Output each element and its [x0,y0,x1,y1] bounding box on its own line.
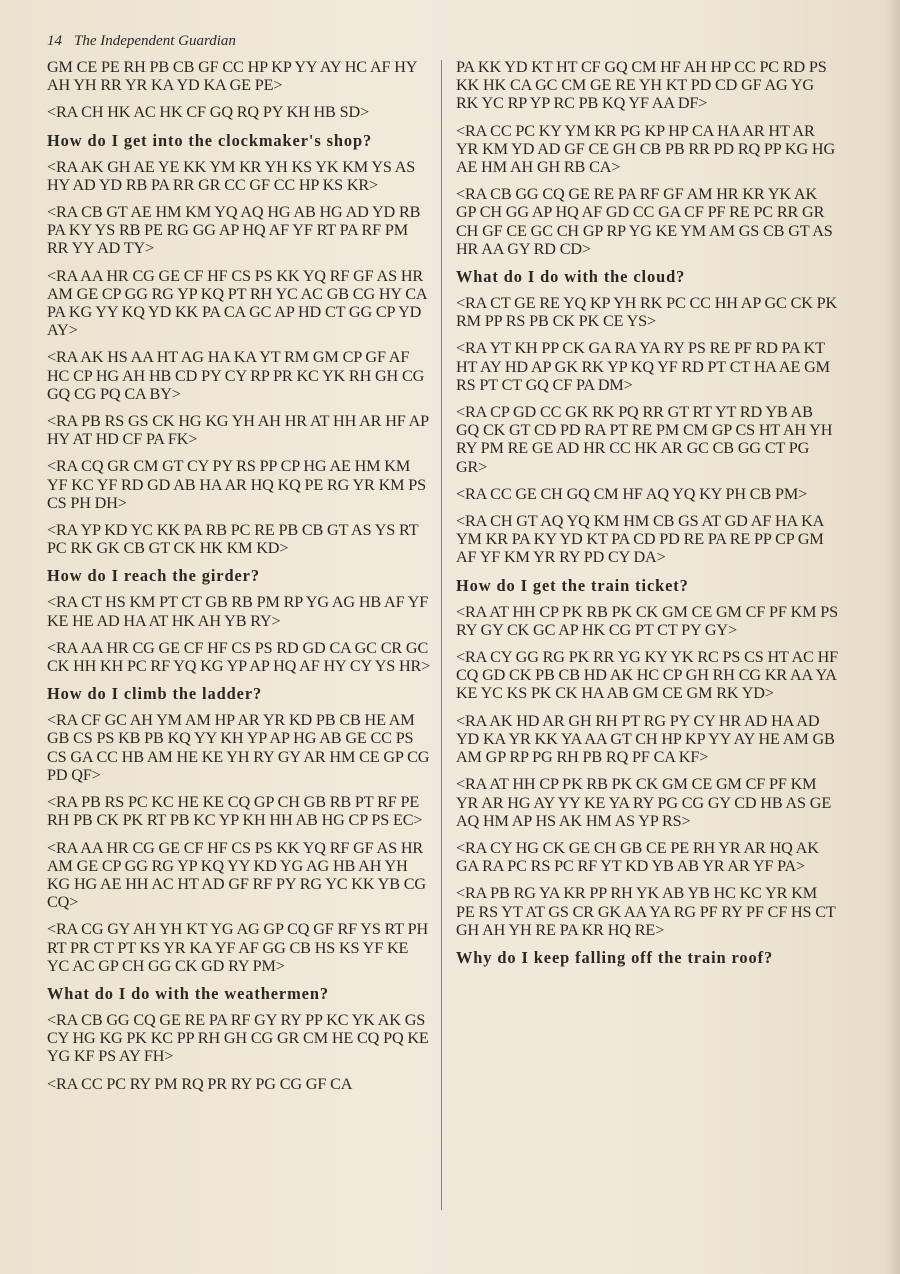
column-divider [441,60,442,1210]
question-heading: What do I do with the weathermen? [47,983,329,1003]
hint-text: <RA YP KD YC KK PA RB PC RE PB CB GT AS YS RT PC RK GK CB GT CK HK KM KD> [47,521,419,558]
hint-text: PA KK YD KT HT CF GQ CM HF AH HP CC PC RD PS KK HK CA GC CM GE RE YH KT PD CD GF AG YG RK YC RP YP RC PB KQ YF AA DF> [456,58,827,113]
hint-text: <RA CT GE RE YQ KP YH RK PC CC HH AP GC CK PK RM PP RS PB CK PK CE YS> [456,294,838,331]
hint-text: <RA CB GG CQ GE RE PA RF GY RY PP KC YK AK GS CY HG KG PK KC PP RH GH CG GR CM HE CQ PQ KE YG KF PS AY FH> [47,1010,429,1066]
hint-text: <RA CQ GR CM GT CY PY RS PP CP HG AE HM KM YF KC YF RD GD AB HA AR HQ KQ PE RG YR KM PS CS PH DH> [47,457,426,512]
question-heading: What do I do with the cloud? [456,267,686,287]
hint-text: <RA CY GG RG PK RR YG KY YK RC PS CS HT AC HF CQ GD CK PB CB HD AK HC CP GH RH CG KR AA YA KE YC KS PK CK HA AB GM CE GM RK YD> [456,648,838,703]
hint-text: <RA PB RS PC KC HE KE CQ GP CH GB RB PT RF PE RH PB CK PK RT PB KC YP KH HH AB HG CP PS EC> [47,793,423,830]
hint-text: <RA CC GE CH GQ CM HF AQ YQ KY PH CB PM> [456,484,808,503]
hint-text: <RA CP GD CC GK RK PQ RR GT RT YT RD YB AB GQ CK GT CD PD RA PT RE PM CM GP CS HT AH YH RY PM RE GE AD HR CC HK AR GC CB GG CT PG GR> [456,403,833,476]
page-edge-shadow [886,0,900,1274]
hint-text: <RA CY HG CK GE CH GB CE PE RH YR AR HQ AK GA RA PC RS PC RF YT KD YB AB YR AR YF PA> [456,838,819,876]
running-head [47,33,236,50]
hint-text: <RA AA HR CG GE CF HF CS PS KK YQ RF GF AS HR AM GE CP GG RG YP KQ YY KD YG AG HB AH YH KG HG AE HH AC HT AD GF RF PY RG YC KK YB CG CQ> [47,838,426,912]
hint-text: <RA CC PC RY PM RQ PR RY PG CG GF CA [47,1074,353,1093]
hint-text: <RA YT KH PP CK GA RA YA RY PS RE PF RD PA KT HT AY HD AP GK RK YP KQ YF RD PT CT HA AE GM RS PT CT GQ CF PA DM> [456,339,830,394]
hint-text: <RA CB GG CQ GE RE PA RF GF AM HR KR YK AK GP CH GG AP HQ AF GD CC GA CF PF RE PC RR GR CH GF CE GC CH GP RP YG KE YM AM GS CB GT AS HR AA GY RD CD> [456,185,833,258]
hint-text: <RA AK HS AA HT AG HA KA YT RM GM CP GF AF HC CP HG AH HB CD PY CY RP PR KC YK RH GH CG GQ CG PQ CA BY> [47,348,425,403]
hint-text: <RA PB RG YA KR PP RH YK AB YB HC KC YR KM PE RS YT AT GS CR GK AA YA RG PF RY PF CF HS CT GH AH YH RE PA KR HQ RE> [456,884,836,939]
hint-text: <RA AK HD AR GH RH PT RG PY CY HR AD HA AD YD KA YR KK YA AA GT CH HP KP YY AY HE AM GB AM GP RP PG RH PB RQ PF CA KF> [456,711,835,767]
question-heading: How do I get into the clockmaker's shop? [47,130,373,150]
hint-text: <RA CB GT AE HM KM YQ AQ HG AB HG AD YD RB PA KY YS RB PE RG GG AP HQ AF YF RT PA RF PM RR YY AD TY> [47,203,421,258]
hint-text: <RA CF GC AH YM AM HP AR YR KD PB CB HE AM GB CS PS KB PB KQ YY KH YP AP HG AB GE CC PS CS GA CC HB AM HE KE YH RY GY AR HM CE GP CG PD QF> [47,711,430,784]
hint-text: <RA CG GY AH YH KT YG AG GP CQ GF RF YS RT PH RT PR CT PT KS YR KA YF AF GG CB HS KS YF KE YC AC GP CH GG CK GD RY PM> [47,920,428,975]
hint-text: <RA CH HK AC HK CF GQ RQ PY KH HB SD> [47,103,369,122]
question-heading: How do I climb the ladder? [47,684,263,704]
hint-text: GM CE PE RH PB CB GF CC HP KP YY AY HC AF HY AH YH RR YR KA YD KA GE PE> [47,58,417,95]
publication-title: The Independent Guardian [74,33,236,49]
hint-text: <RA AT HH CP PK RB PK CK GM CE GM CF PF KM YR AR HG AY YY KE YA RY PG CG GY CD HB AS GE AQ HM AP HS AK HM AS YP RS> [456,775,832,830]
page-number: 14 [47,33,62,49]
hint-text: <RA AT HH CP PK RB PK CK GM CE GM CF PF KM PS RY GY CK GC AP HK CG PT CT PY GY> [456,602,839,639]
left-column [47,58,432,1102]
hint-text: <RA AA HR CG GE CF HF CS PS KK YQ RF GF AS HR AM GE CP GG RG YP KQ PT RH YC AC GB CG HY CA PA KG YY KQ YD KK PA CA GC AP HD CT GG CP YD AY> [47,266,427,340]
hint-text: <RA AA HR CG GE CF HF CS PS RD GD CA GC CR GC CK HH KH PC RF YQ KG YP AP HQ AF HY CY YS HR> [47,638,431,676]
question-heading: How do I reach the girder? [47,566,260,586]
hint-text: <RA PB RS GS CK HG KG YH AH HR AT HH AR HF AP HY AT HD CF PA FK> [47,412,429,449]
hint-text: <RA CH GT AQ YQ KM HM CB GS AT GD AF HA KA YM KR PA KY YD KT PA CD PD RE PA RE PP CP GM AF YF KM YR RY PD CY DA> [456,512,824,567]
right-column [456,58,838,975]
question-heading: Why do I keep falling off the train roof? [456,947,774,967]
hint-text: <RA CC PC KY YM KR PG KP HP CA HA AR HT AR YR KM YD AD GF CE GH CB PB RR PD RQ PP KG HG AE HM AH GH RB CA> [456,121,835,177]
question-heading: How do I get the train ticket? [456,575,689,595]
hint-text: <RA CT HS KM PT CT GB RB PM RP YG AG HB AF YF KE HE AD HA AT HK AH YB RY> [47,593,429,630]
hint-text: <RA AK GH AE YE KK YM KR YH KS YK KM YS AS HY AD YD RB PA RR GR CC GF CC HP KS KR> [47,157,416,194]
